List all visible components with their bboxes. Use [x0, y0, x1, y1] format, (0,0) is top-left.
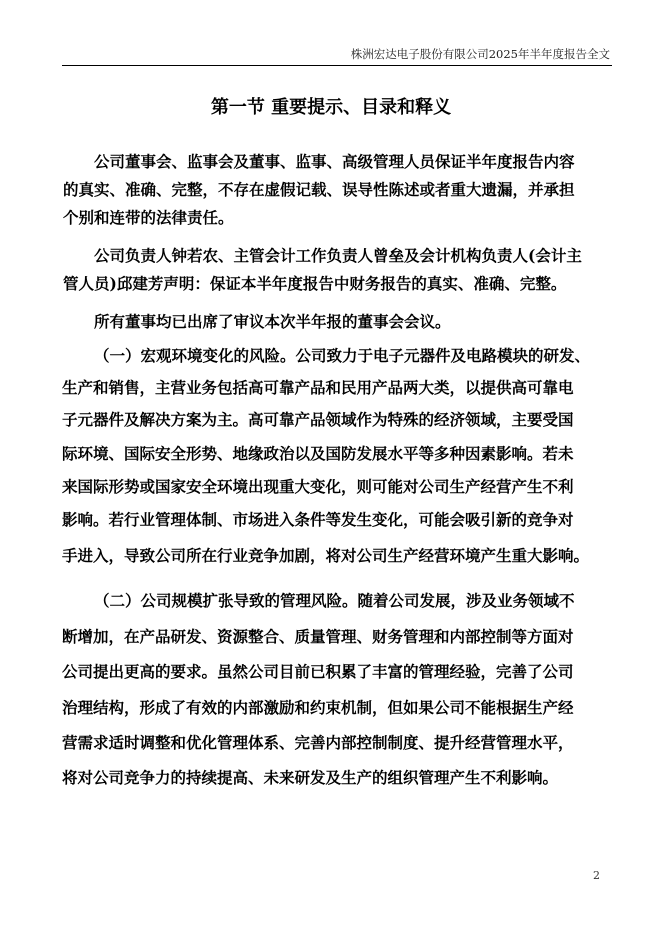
risk-1-line-7: 手进入，导致公司所在行业竞争加剧，将对公司生产经营环境产生重大影响。: [62, 546, 590, 565]
notice-1-line-1: 公司董事会、监事会及董事、监事、高级管理人员保证半年度报告内容: [94, 152, 575, 171]
notice-2-line-1: 公司负责人钟若农、主管会计工作负责人曾垒及会计机构负责人(会计主: [94, 246, 582, 265]
risk-2-line-4: 治理结构，形成了有效的内部激励和约束机制，但如果公司不能根据生产经: [62, 698, 574, 717]
risk-1-line-2: 生产和销售，主营业务包括高可靠产品和民用产品两大类，以提供高可靠电: [62, 378, 574, 397]
notice-1-line-2: 的真实、准确、完整，不存在虚假记载、误导性陈述或者重大遗漏，并承担: [63, 180, 575, 199]
section-title: 第一节 重要提示、目录和释义: [210, 97, 452, 118]
risk-1-line-5: 来国际形势或国家安全环境出现重大变化，则可能对公司生产经营产生不利: [62, 477, 574, 496]
risk-1-line-3: 子元器件及解决方案为主。高可靠产品领域作为特殊的经济领域，主要受国: [62, 410, 574, 429]
risk-1-line-6: 影响。若行业管理体制、市场进入条件等发生变化，可能会吸引新的竞争对: [62, 510, 574, 529]
running-header: 株洲宏达电子股份有限公司2025年半年度报告全文: [350, 47, 610, 61]
risk-1-line-1: （一）宏观环境变化的风险。公司致力于电子元器件及电路模块的研发、: [94, 346, 591, 365]
risk-2-line-2: 断增加，在产品研发、资源整合、质量管理、财务管理和内部控制等方面对: [62, 627, 574, 646]
risk-1-line-4: 际环境、国际安全形势、地缘政治以及国防发展水平等多种因素影响。若未: [62, 444, 574, 463]
risk-2-line-1: （二）公司规模扩张导致的管理风险。随着公司发展，涉及业务领域不: [94, 591, 575, 610]
page-number: 2: [593, 869, 600, 882]
notice-2-line-2: 管人员)邱建芳声明：保证本半年度报告中财务报告的真实、准确、完整。: [63, 274, 567, 293]
header-divider: [62, 65, 612, 66]
notice-3-line-1: 所有董事均已出席了审议本次半年报的董事会会议。: [94, 312, 451, 331]
risk-2-line-6: 将对公司竞争力的持续提高、未来研发及生产的组织管理产生不利影响。: [62, 768, 559, 787]
notice-1-line-3: 个别和连带的法律责任。: [63, 208, 234, 227]
risk-2-line-5: 营需求适时调整和优化管理体系、完善内部控制制度、提升经营管理水平，: [62, 733, 574, 752]
risk-2-line-3: 公司提出更高的要求。虽然公司目前已积累了丰富的管理经验，完善了公司: [62, 662, 574, 681]
